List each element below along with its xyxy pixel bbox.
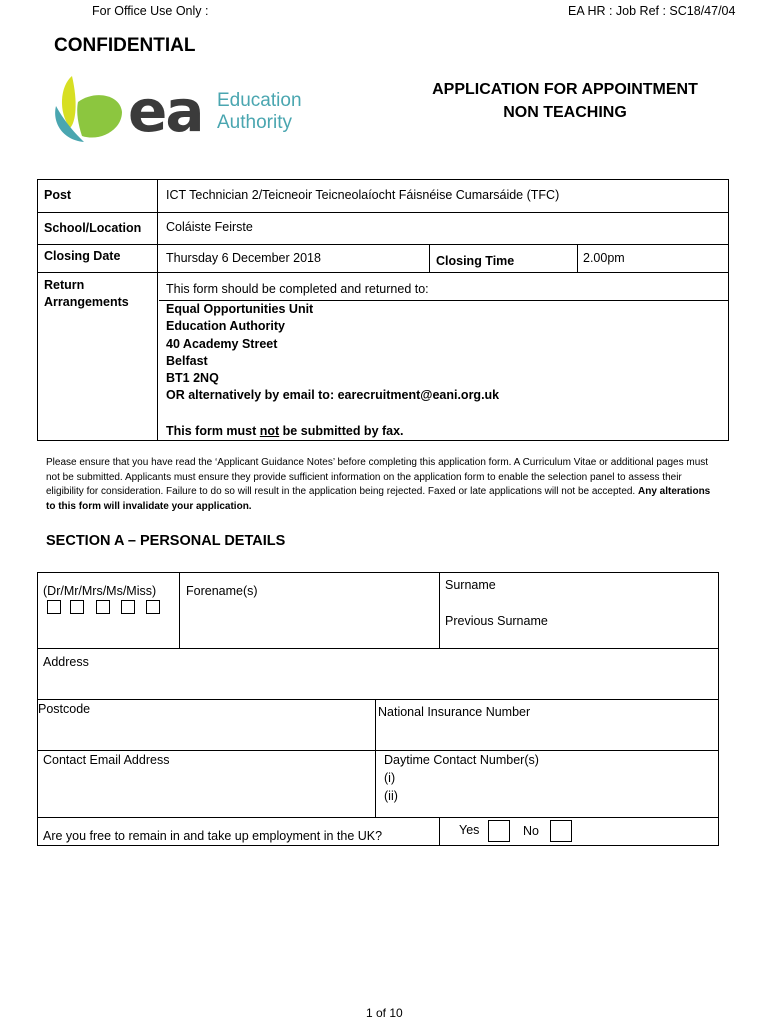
education-authority-logo [50, 72, 320, 144]
forename-label: Forename(s) [186, 584, 258, 598]
post-label: Post [44, 188, 72, 202]
uk-employment-no-checkbox[interactable] [550, 820, 572, 842]
form-title-line2: NON TEACHING [503, 104, 627, 121]
postcode-field[interactable] [38, 720, 374, 749]
phone-i-label: (i) [384, 771, 396, 785]
previous-surname-label: Previous Surname [445, 614, 548, 628]
school-value: Coláiste Feirste [166, 220, 253, 234]
fax-warning [166, 424, 404, 438]
ni-number-label: National Insurance Number [378, 705, 531, 719]
job-reference: EA HR : Job Ref : SC18/47/04 [568, 4, 736, 18]
address-field[interactable] [38, 673, 718, 698]
guidance-paragraph [46, 456, 712, 514]
uk-employment-yes-checkbox[interactable] [488, 820, 510, 842]
title-label: (Dr/Mr/Mrs/Ms/Miss) [43, 584, 157, 598]
return-label-line2: Arrangements [44, 295, 129, 309]
email-label: Contact Email Address [43, 753, 170, 767]
return-label-line1: Return [44, 278, 85, 292]
return-address-line: Equal Opportunities Unit [166, 302, 314, 316]
section-a-heading: SECTION A – PERSONAL DETAILS [46, 533, 286, 549]
office-use-label: For Office Use Only : [92, 4, 209, 18]
no-label: No [523, 824, 539, 838]
fax-warning-post: be submitted by fax. [279, 424, 404, 438]
return-intro: This form should be completed and returned to: [166, 282, 429, 296]
yes-label: Yes [459, 823, 480, 837]
confidential-heading: CONFIDENTIAL [54, 35, 196, 56]
form-title [400, 78, 730, 124]
page-number: 1 of 10 [366, 1006, 403, 1020]
logo-text-education: Education [217, 90, 302, 111]
forename-field[interactable] [180, 603, 438, 647]
title-checkbox-miss[interactable] [146, 600, 160, 614]
post-value: ICT Technician 2/Teicneoir Teicneolaíocht Fáisnéise Cumarsáide (TFC) [166, 188, 560, 202]
closing-time-value: 2.00pm [583, 251, 625, 265]
address-label: Address [43, 655, 89, 669]
return-address-line: BT1 2NQ [166, 371, 219, 386]
school-label: School/Location [44, 221, 142, 235]
fax-warning-pre: This form must [166, 424, 260, 438]
guidance-text: Please ensure that you have read the ‘Applicant Guidance Notes’ before completing this application form. A Curriculum Vitae or additional pages must not be submitted. Applicants must ensure they provide sufficient information on the application form to enable the selection panel to assess their eligibility for consideration. Failure to do so will result in the application being rejected. Faxed or late applications will not be accepted. [46, 457, 709, 497]
guidance-warning: Any alterations to this form will invalidate your application. [46, 486, 711, 512]
email-field[interactable] [38, 771, 374, 816]
return-address-line: Belfast [166, 353, 208, 368]
closing-date-value: Thursday 6 December 2018 [166, 251, 321, 265]
logo-leaf-icon [50, 72, 130, 144]
title-checkbox-dr[interactable] [47, 600, 61, 614]
ni-number-field[interactable] [376, 722, 718, 749]
logo-text-authority: Authority [217, 112, 292, 133]
title-checkbox-mrs[interactable] [96, 600, 110, 614]
return-email-line: OR alternatively by email to: earecruitment@eani.org.uk [166, 388, 500, 403]
closing-date-label: Closing Date [44, 249, 121, 263]
fax-warning-not: not [259, 424, 280, 438]
return-address [166, 301, 499, 405]
return-address-line: Education Authority [166, 319, 285, 334]
return-address-line: 40 Academy Street [166, 336, 278, 351]
uk-employment-question: Are you free to remain in and take up employment in the UK? [43, 829, 383, 843]
title-checkbox-ms[interactable] [121, 600, 135, 614]
postcode-label: Postcode [38, 702, 91, 716]
title-checkbox-mr[interactable] [70, 600, 84, 614]
surname-label: Surname [445, 578, 496, 592]
phone-ii-label: (ii) [384, 789, 398, 803]
form-title-line1: APPLICATION FOR APPOINTMENT [432, 81, 698, 98]
phone-label: Daytime Contact Number(s) [384, 753, 539, 767]
logo-mark: ea [128, 77, 203, 145]
closing-time-label: Closing Time [436, 254, 515, 268]
